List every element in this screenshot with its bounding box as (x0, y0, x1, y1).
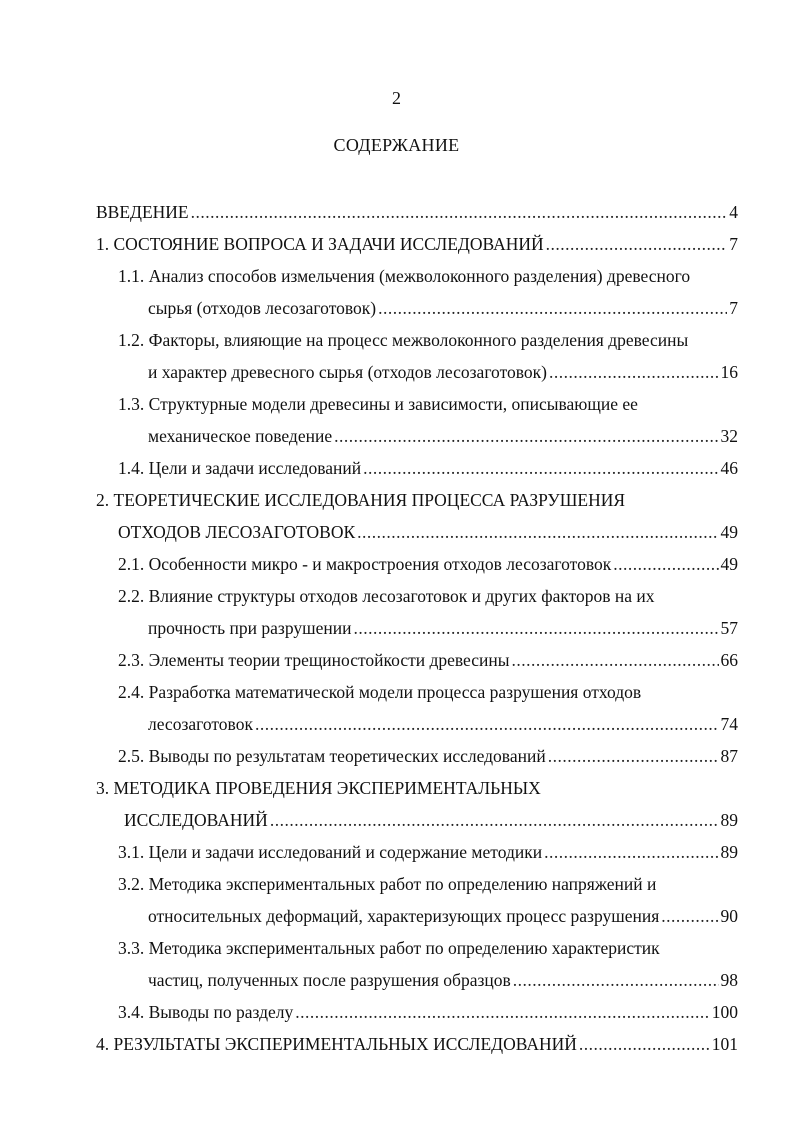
toc-entry-2-4 (148, 712, 738, 736)
dot-leader (191, 200, 728, 224)
toc-entry-text: ВВЕДЕНИЕ (96, 202, 189, 222)
toc-entry-1-3 (148, 424, 738, 448)
toc-page-number: 49 (720, 554, 738, 574)
toc-entry-text: 3.3. Методика экспериментальных работ по определению характеристик (118, 938, 660, 958)
toc-entry-2-1 (118, 552, 738, 576)
dot-leader (661, 904, 718, 928)
toc-entry-text: 2.2. Влияние структуры отходов лесозаготовок и других факторов на их (118, 586, 655, 606)
toc-entry-text: 2.4. Разработка математической модели процесса разрушения отходов (118, 682, 642, 702)
toc-entry-2-5 (118, 744, 738, 768)
toc-entry-text: 2.1. Особенности микро - и макростроения отходов лесозаготовок (118, 554, 612, 574)
toc-entry-text: 1.1. Анализ способов измельчения (межволоконного разделения) древесного (118, 266, 691, 286)
toc-entry-intro (96, 200, 738, 224)
toc-page-number: 49 (720, 522, 738, 542)
toc-page-number: 4 (729, 202, 738, 222)
toc-page-number: 89 (720, 810, 738, 830)
dot-leader (363, 456, 718, 480)
dot-leader (513, 968, 719, 992)
dot-leader (548, 744, 719, 768)
toc-entry-text: 2.5. Выводы по результатам теоретических исследований (118, 746, 546, 766)
toc-entry-text: ИССЛЕДОВАНИЙ (124, 810, 268, 830)
dot-leader (512, 648, 719, 672)
toc-page-number: 98 (720, 970, 738, 990)
toc-entry-text: частиц, полученных после разрушения образцов (148, 970, 511, 990)
toc-entry-text: 2. ТЕОРЕТИЧЕСКИЕ ИССЛЕДОВАНИЯ ПРОЦЕССА РАЗРУШЕНИЯ (96, 490, 626, 510)
toc-page-number: 74 (720, 714, 738, 734)
page-number: 2 (392, 88, 401, 108)
toc-entry-3-3 (148, 968, 738, 992)
page-title: СОДЕРЖАНИЕ (333, 135, 460, 155)
toc-entry-text: и характер древесного сырья (отходов лесозаготовок) (148, 362, 547, 382)
toc-entry-1-1 (148, 296, 738, 320)
toc-entry-text: ОТХОДОВ ЛЕСОЗАГОТОВОК (118, 522, 356, 542)
toc-entry-text: 1.3. Структурные модели древесины и зависимости, описывающие ее (118, 394, 638, 414)
toc-entry-chapter-1 (96, 232, 738, 256)
toc-page-number: 101 (711, 1034, 738, 1054)
dot-leader (579, 1032, 710, 1056)
toc-entry-1-2 (148, 360, 738, 384)
dot-leader (357, 520, 718, 544)
toc-page-number: 66 (720, 650, 738, 670)
toc-entry-chapter-4 (96, 1032, 738, 1056)
toc-page-number: 7 (729, 298, 738, 318)
dot-leader (295, 1000, 710, 1024)
toc-entry-2-3 (118, 648, 738, 672)
toc-page-number: 46 (720, 458, 738, 478)
toc-entry-3-4 (118, 1000, 738, 1024)
toc-entry-text: сырья (отходов лесозаготовок) (148, 298, 377, 318)
toc-page-number: 32 (720, 426, 738, 446)
toc-entry-text: относительных деформаций, характеризующих процесс разрушения (148, 906, 660, 926)
toc-entry-text: 3. МЕТОДИКА ПРОВЕДЕНИЯ ЭКСПЕРИМЕНТАЛЬНЫХ (96, 778, 541, 798)
toc-entry-chapter-2 (118, 520, 738, 544)
toc-entry-3-2 (148, 904, 738, 928)
toc-entry-text: 3.2. Методика экспериментальных работ по определению напряжений и (118, 874, 657, 894)
toc-entry-text: 1.2. Факторы, влияющие на процесс межволоконного разделения древесины (118, 330, 689, 350)
toc-entry-text: 1.4. Цели и задачи исследований (118, 458, 362, 478)
toc-page-number: 90 (720, 906, 738, 926)
toc-page-number: 16 (720, 362, 738, 382)
toc-page-number: 7 (729, 234, 738, 254)
toc-entry-text: 3.1. Цели и задачи исследований и содержание методики (118, 842, 543, 862)
toc-entry-text: лесозаготовок (148, 714, 253, 734)
toc-entry-text: 1. СОСТОЯНИЕ ВОПРОСА И ЗАДАЧИ ИССЛЕДОВАНИЙ (96, 234, 544, 254)
dot-leader (353, 616, 718, 640)
dot-leader (549, 360, 719, 384)
toc-entry-text: механическое поведение (148, 426, 333, 446)
toc-page-number: 57 (720, 618, 738, 638)
toc-entry-text: прочность при разрушении (148, 618, 352, 638)
toc-entry-chapter-3 (124, 808, 738, 832)
toc-entry-3-1 (118, 840, 738, 864)
toc-entry-text: 4. РЕЗУЛЬТАТЫ ЭКСПЕРИМЕНТАЛЬНЫХ ИССЛЕДОВАНИЙ (96, 1034, 577, 1054)
toc-page-number: 87 (720, 746, 738, 766)
toc-entry-2-2 (148, 616, 738, 640)
dot-leader (613, 552, 718, 576)
toc-entry-text: 2.3. Элементы теории трещиностойкости древесины (118, 650, 510, 670)
toc-page-number: 89 (720, 842, 738, 862)
dot-leader (270, 808, 719, 832)
dot-leader (255, 712, 719, 736)
toc-entry-text: 3.4. Выводы по разделу (118, 1002, 294, 1022)
dot-leader (378, 296, 727, 320)
dot-leader (334, 424, 718, 448)
toc-entry-1-4 (118, 456, 738, 480)
dot-leader (546, 232, 728, 256)
toc-page-number: 100 (711, 1002, 738, 1022)
dot-leader (544, 840, 718, 864)
